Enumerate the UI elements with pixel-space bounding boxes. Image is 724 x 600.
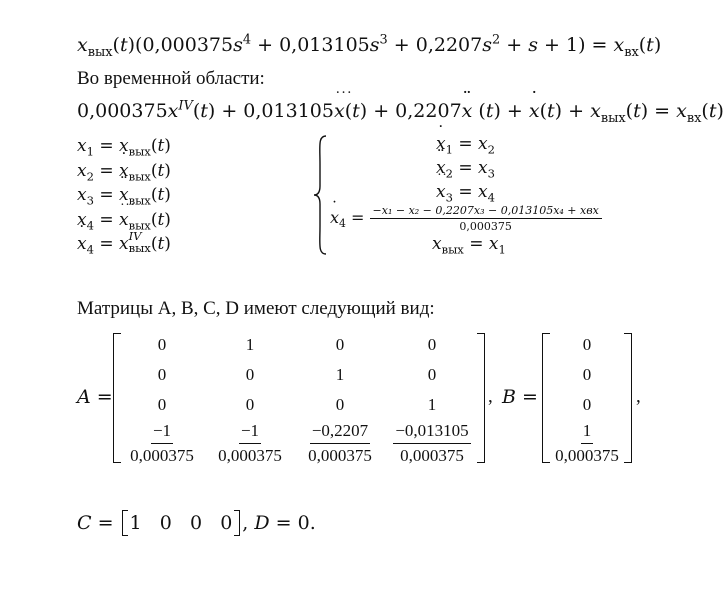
matrix-a-name: A =: [77, 386, 113, 408]
coef-4: 0,000375: [142, 34, 234, 56]
trailing-comma: ,: [636, 386, 641, 407]
output-var: $x_{вых}$: [77, 34, 113, 60]
matrix-b-fraction: $\frac{1}{0,000375}$: [555, 421, 619, 465]
system-fraction-numerator: −x₁ − x₂ − 0,2207x₃ − 0,013105x₄ + xвх: [370, 204, 602, 219]
matrix-a-fraction: $\frac{-1}{0,000375}$: [218, 421, 282, 465]
matrix-c-d-line: C = 1 0 0 0 , D = 0.: [77, 512, 316, 534]
matrices-label: Матрицы A, B, C, D имеют следующий вид:: [77, 298, 435, 319]
system-fraction-denominator: 0,000375: [459, 220, 512, 233]
differential-equation: $0,000375x^{IV}(t)$ + 0,013105˙˙˙ x(t) + 0,2207¨ x (t) + ˙ $x(t) + x_{вых}(t) = x_{вх}(t)$: [77, 100, 724, 122]
matrix-c: [122, 512, 241, 534]
matrix-b-cell: 0: [582, 395, 592, 414]
matrix-c-cell: 1: [129, 512, 142, 534]
matrix-a-cell: 0: [157, 335, 167, 354]
substitution-row-2: $x_2$ = ˙ $x_{вых}(t)$: [77, 159, 171, 184]
coef-3: 0,013105: [279, 34, 370, 56]
matrix-a-fraction: $\frac{-0,013105}{0,000375}$: [395, 421, 469, 465]
matrix-b-cell: 0: [582, 335, 592, 354]
coef-2: 0,2207: [415, 34, 483, 56]
matrix-a-cell: 0: [427, 335, 437, 354]
matrix-c-cell: 0: [189, 512, 203, 534]
matrix-a-cell: 0: [335, 335, 345, 354]
substitution-row-4: $x_4$ = ˙˙˙ $x_{вых}(t)$: [77, 208, 171, 233]
transfer-equation: $x_{вых}(t)(0,000375s^4 + 0,013105s^3 + 0,2207s^2 + s + 1) = x_{вх}(t)$: [77, 32, 662, 60]
matrix-d-value: 0: [297, 512, 310, 534]
matrix-a-cell: 0: [157, 395, 167, 414]
system-eq-1: ˙ $x_1 = x_2$: [436, 134, 495, 154]
matrix-a-cell: 0: [335, 395, 345, 414]
substitution-list: [77, 134, 171, 257]
matrix-c-cell: 0: [159, 512, 172, 534]
matrix-a-fraction: $\frac{-0,2207}{0,000375}$: [308, 421, 372, 465]
matrix-b-name: B =: [502, 386, 538, 408]
matrix-a-cell: 0: [245, 395, 255, 414]
separator-comma: ,: [488, 386, 493, 407]
time-domain-label: Во временной области:: [77, 68, 265, 89]
left-curly-brace: [312, 134, 328, 256]
system-eq-5: $x_{вых} = x_1$: [432, 234, 506, 257]
matrix-a-cell: 0: [427, 365, 437, 384]
matrix-a-fraction: $\frac{-1}{0,000375}$: [130, 421, 194, 465]
substitution-row-1: $x_1 = x_{вых}(t)$: [77, 136, 171, 159]
matrix-a: [113, 333, 485, 463]
system-eq-4: ˙ $x_4$ = $\frac{\text{−x₁ − x₂ − 0,2207x₃ − 0,013105x₄ + xвх}}{0,000375}$: [330, 204, 602, 233]
matrix-a-cell: 1: [335, 365, 345, 384]
substitution-row-3: $x_3$ = ¨ $x_{вых}(t)$: [77, 183, 171, 208]
substitution-row-5: ˙ $x_4 = x$ IV вых (t): [77, 232, 171, 257]
matrix-b-cell: 0: [582, 365, 592, 384]
matrix-a-cell: 1: [427, 395, 437, 414]
matrix-b: [542, 333, 632, 463]
system-eq-3: ˙˙˙ $x_3 = x_4$: [436, 182, 495, 202]
state-system: [312, 134, 632, 256]
matrix-c-cell: 0: [220, 512, 233, 534]
system-eq-2: ¨ $x_2 = x_3$: [436, 158, 495, 178]
matrix-a-cell: 0: [157, 365, 167, 384]
matrix-a-cell: 1: [245, 335, 255, 354]
matrix-a-cell: 0: [245, 365, 255, 384]
